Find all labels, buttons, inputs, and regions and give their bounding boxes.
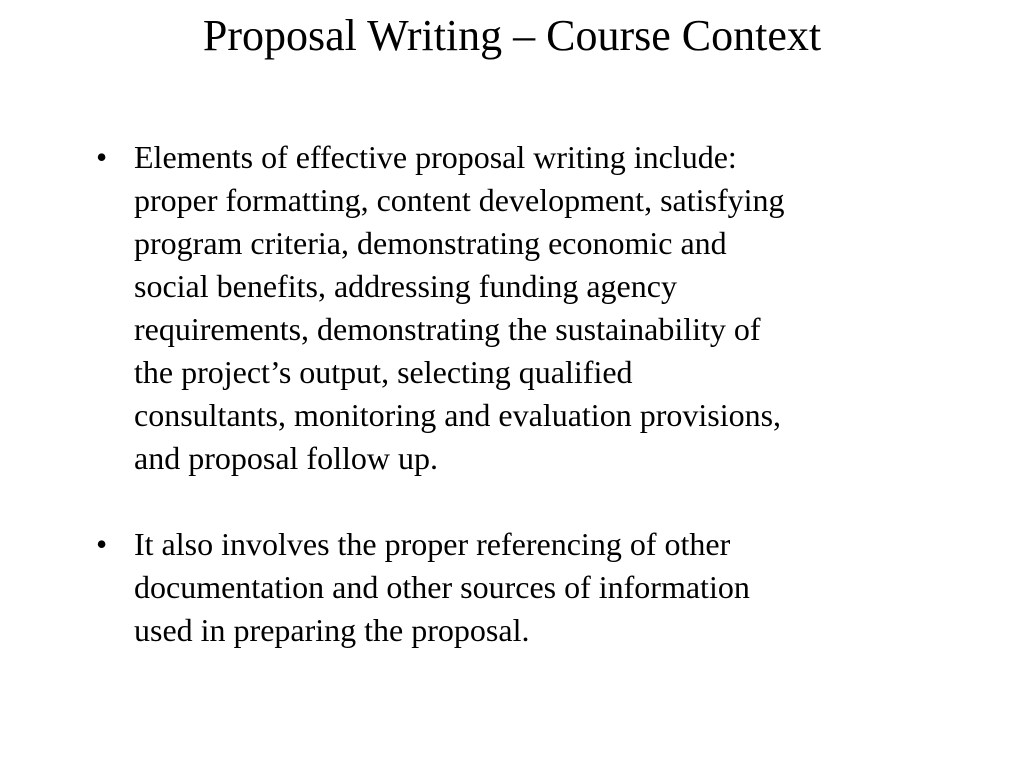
slide-title: Proposal Writing – Course Context: [202, 11, 822, 60]
bullet-line: consultants, monitoring and evaluation provisions,: [134, 397, 782, 433]
bullet-line: requirements, demonstrating the sustainability of: [134, 311, 761, 347]
bullet-item: [96, 136, 956, 480]
bullet-line: used in preparing the proposal.: [134, 612, 530, 648]
bullet-text: [134, 136, 956, 480]
bullet-line: program criteria, demonstrating economic and: [134, 225, 727, 261]
bullet-line: It also involves the proper referencing of other: [134, 526, 731, 562]
bullet-line: proper formatting, content development, satisfying: [134, 182, 785, 218]
bullet-icon: •: [96, 526, 108, 562]
bullet-line: and proposal follow up.: [134, 440, 438, 476]
bullet-text: [134, 523, 956, 652]
bullet-line: documentation and other sources of information: [134, 569, 750, 605]
bullet-line: the project’s output, selecting qualified: [134, 354, 633, 390]
bullet-item: [96, 523, 956, 652]
bullet-line: Elements of effective proposal writing include:: [134, 139, 737, 175]
bullet-list: [96, 136, 956, 652]
bullet-line: social benefits, addressing funding agency: [134, 268, 677, 304]
bullet-icon: •: [96, 139, 108, 175]
